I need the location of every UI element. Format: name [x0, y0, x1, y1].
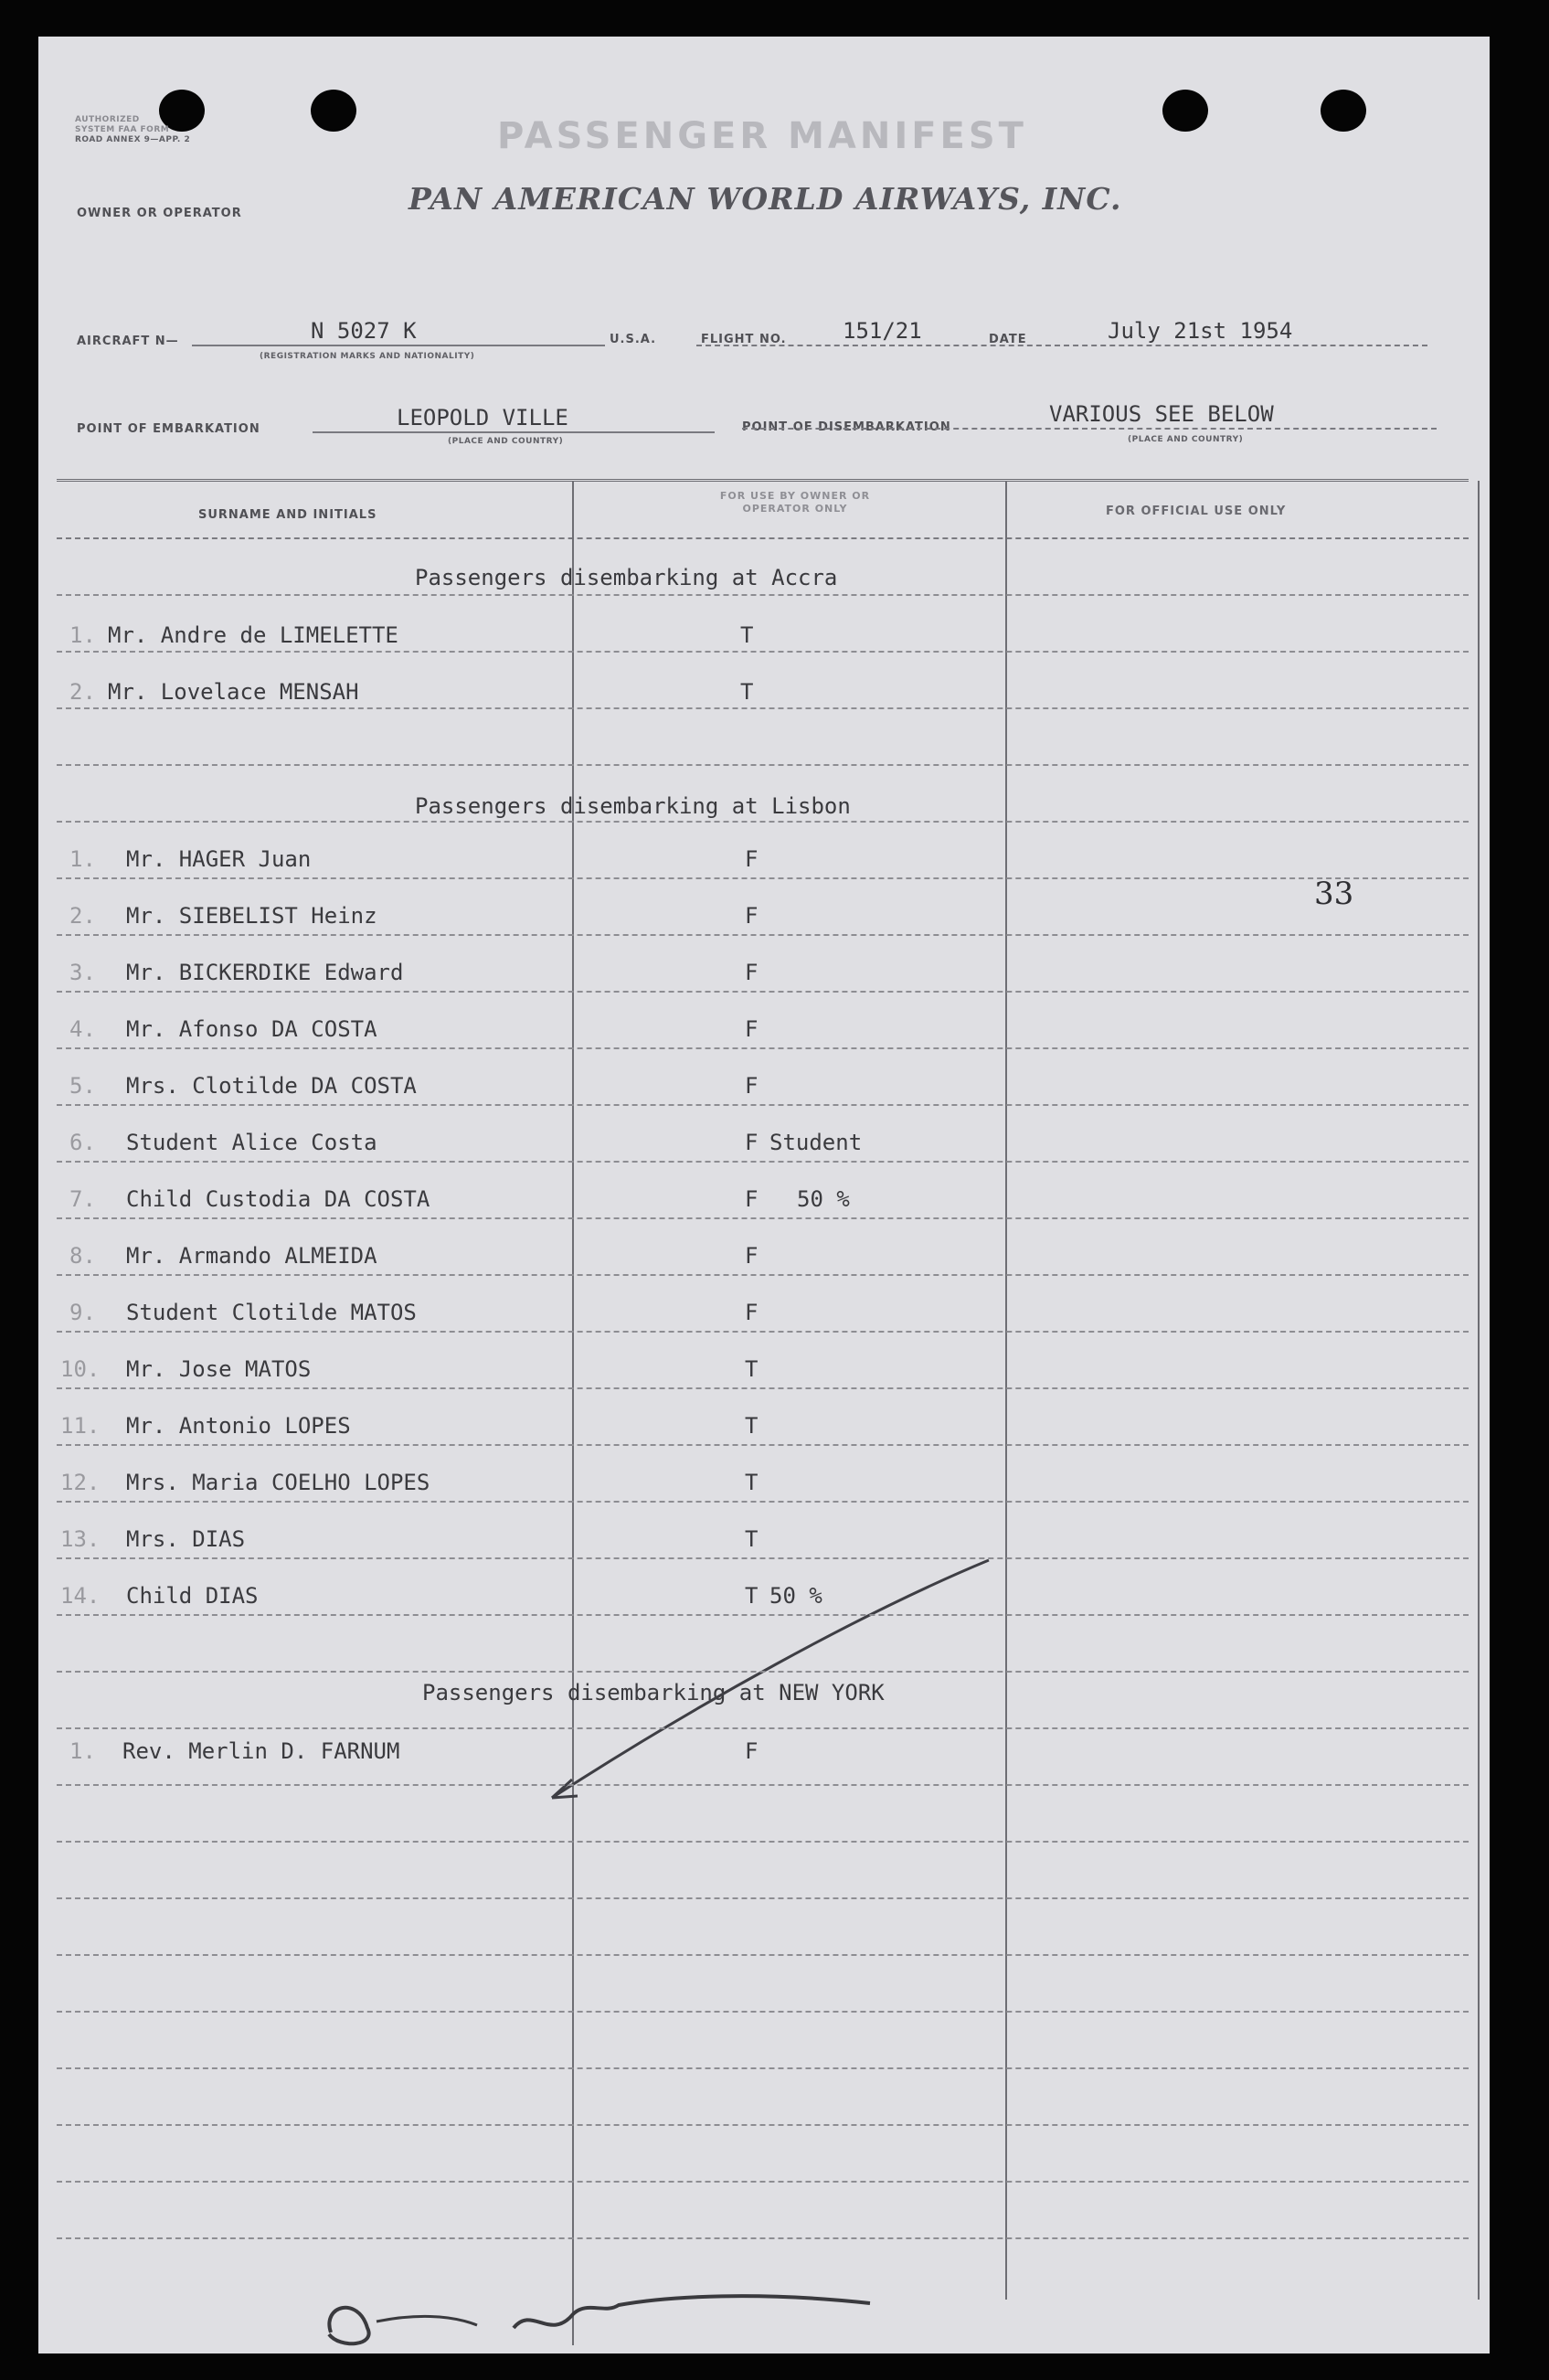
row-rule [57, 934, 1469, 936]
disembark-sublabel: (PLACE AND COUNTRY) [1128, 435, 1244, 444]
row-rule [57, 2181, 1469, 2183]
header-bottom-rule [57, 537, 1469, 539]
fare-code: T [745, 1526, 759, 1552]
row-rule [57, 1897, 1469, 1899]
row-number: 3. [69, 960, 96, 985]
passenger-name: Mrs. Maria COELHO LOPES [126, 1470, 430, 1495]
passenger-name: Child Custodia DA COSTA [126, 1186, 430, 1212]
header-surname: SURNAME AND INITIALS [198, 508, 377, 522]
fare-note: 50 % [769, 1583, 822, 1609]
passenger-name: Mrs. DIAS [126, 1526, 246, 1552]
row-rule [57, 1444, 1469, 1446]
authority-line-1: AUTHORIZED [75, 115, 140, 124]
row-rule [57, 1671, 1469, 1673]
row-rule [57, 1331, 1469, 1333]
row-rule [57, 2011, 1469, 2013]
fare-code: F [745, 1243, 759, 1269]
column-divider-1 [572, 481, 574, 2345]
row-number: 11. [60, 1413, 101, 1439]
fare-code: F [745, 846, 759, 872]
row-number: 2. [69, 903, 96, 929]
right-edge-rule [1478, 481, 1480, 2300]
punch-hole [1162, 90, 1208, 132]
passenger-name: Mr. HAGER Juan [126, 846, 312, 872]
row-number: 9. [69, 1300, 96, 1325]
manifest-sheet [38, 37, 1490, 2353]
flight-label: FLIGHT NO. [701, 333, 787, 346]
row-number: 12. [60, 1470, 101, 1495]
row-number: 4. [69, 1016, 96, 1042]
row-number: 8. [69, 1243, 96, 1269]
row-rule [57, 1501, 1469, 1503]
row-rule [57, 707, 1469, 709]
row-number: 10. [60, 1356, 101, 1382]
fare-note: Student [769, 1130, 863, 1155]
disembark-underline [742, 428, 1437, 430]
punch-hole [1321, 90, 1366, 132]
row-rule [57, 1161, 1469, 1163]
group-heading: Passengers disembarking at Accra [415, 565, 838, 590]
row-number: 5. [69, 1073, 96, 1099]
row-rule [57, 1841, 1469, 1843]
column-divider-2 [1005, 481, 1007, 2300]
row-number: 14. [60, 1583, 101, 1609]
passenger-name: Mr. Jose MATOS [126, 1356, 312, 1382]
passenger-name: Mr. BICKERDIKE Edward [126, 960, 404, 985]
header-owner-use: FOR USE BY OWNER OR OPERATOR ONLY [719, 490, 871, 515]
row-rule [57, 1104, 1469, 1106]
row-rule [57, 764, 1469, 766]
header-official: FOR OFFICIAL USE ONLY [1106, 505, 1287, 518]
aircraft-label: AIRCRAFT N— [77, 335, 179, 348]
row-rule [57, 2067, 1469, 2069]
aircraft-underline [192, 345, 605, 346]
row-rule [57, 821, 1469, 823]
passenger-name: Rev. Merlin D. FARNUM [122, 1738, 400, 1764]
row-rule [57, 991, 1469, 993]
fare-code: F [745, 1016, 759, 1042]
fare-code: F [745, 1186, 759, 1212]
row-number: 13. [60, 1526, 101, 1552]
embark-label: POINT OF EMBARKATION [77, 422, 260, 436]
row-number: 1. [69, 1738, 96, 1764]
row-rule [57, 594, 1469, 596]
embark-value: LEOPOLD VILLE [397, 405, 568, 430]
row-rule [57, 1614, 1469, 1616]
nationality-value: U.S.A. [610, 333, 657, 346]
row-rule [57, 1727, 1469, 1729]
passenger-name: Mrs. Clotilde DA COSTA [126, 1073, 417, 1099]
fare-code: T [745, 1470, 759, 1495]
passenger-name: Mr. SIEBELIST Heinz [126, 903, 377, 929]
row-rule [57, 1217, 1469, 1219]
row-rule [57, 1047, 1469, 1049]
form-title: PASSENGER MANIFEST [497, 115, 1027, 157]
row-rule [57, 2124, 1469, 2126]
embark-sublabel: (PLACE AND COUNTRY) [448, 437, 564, 446]
row-number: 6. [69, 1130, 96, 1155]
row-number: 7. [69, 1186, 96, 1212]
flight-value: 151/21 [843, 318, 922, 344]
row-number: 2. [69, 679, 96, 705]
fare-code: T [740, 679, 754, 705]
fare-code: T [745, 1583, 759, 1609]
date-label: DATE [989, 333, 1027, 346]
row-rule [57, 1784, 1469, 1786]
flight-underline [696, 345, 1427, 346]
embark-underline [313, 431, 715, 433]
page-number: 33 [1314, 876, 1354, 912]
passenger-name: Mr. Lovelace MENSAH [108, 679, 359, 705]
row-number: 1. [69, 846, 96, 872]
row-rule [57, 1387, 1469, 1389]
owner-label: OWNER OR OPERATOR [77, 207, 242, 220]
passenger-name: Mr. Antonio LOPES [126, 1413, 351, 1439]
authority-line-3: ROAD ANNEX 9—APP. 2 [75, 135, 191, 144]
owner-value: PAN AMERICAN WORLD AIRWAYS, INC. [408, 181, 1122, 217]
disembark-label: POINT OF DISEMBARKATION [742, 420, 951, 434]
aircraft-sublabel: (REGISTRATION MARKS AND NATIONALITY) [260, 352, 475, 361]
passenger-name: Student Clotilde MATOS [126, 1300, 417, 1325]
fare-code: F [745, 1130, 759, 1155]
pen-arrow [495, 1549, 1007, 1814]
authority-line-2: SYSTEM FAA FORM [75, 125, 170, 134]
group-heading: Passengers disembarking at Lisbon [415, 793, 851, 819]
signature [303, 2278, 943, 2351]
punch-hole [311, 90, 356, 132]
fare-code: F [745, 960, 759, 985]
passenger-name: Student Alice Costa [126, 1130, 377, 1155]
passenger-name: Mr. Armando ALMEIDA [126, 1243, 377, 1269]
row-rule [57, 651, 1469, 653]
row-number: 1. [69, 622, 96, 648]
table-top-rule [57, 479, 1469, 482]
fare-code: F [745, 903, 759, 929]
fare-code: T [745, 1356, 759, 1382]
fare-note: 50 % [797, 1186, 850, 1212]
group-heading: Passengers disembarking at NEW YORK [422, 1680, 885, 1705]
fare-code: T [740, 622, 754, 648]
row-rule [57, 1557, 1469, 1559]
passenger-name: Mr. Andre de LIMELETTE [108, 622, 398, 648]
row-rule [57, 2237, 1469, 2239]
date-value: July 21st 1954 [1108, 318, 1293, 344]
row-rule [57, 1274, 1469, 1276]
passenger-name: Child DIAS [126, 1583, 259, 1609]
disembark-value: VARIOUS SEE BELOW [1049, 401, 1274, 427]
fare-code: F [745, 1738, 759, 1764]
fare-code: T [745, 1413, 759, 1439]
passenger-name: Mr. Afonso DA COSTA [126, 1016, 377, 1042]
fare-code: F [745, 1300, 759, 1325]
row-rule [57, 877, 1469, 879]
aircraft-value: N 5027 K [311, 318, 417, 344]
row-rule [57, 1954, 1469, 1956]
fare-code: F [745, 1073, 759, 1099]
